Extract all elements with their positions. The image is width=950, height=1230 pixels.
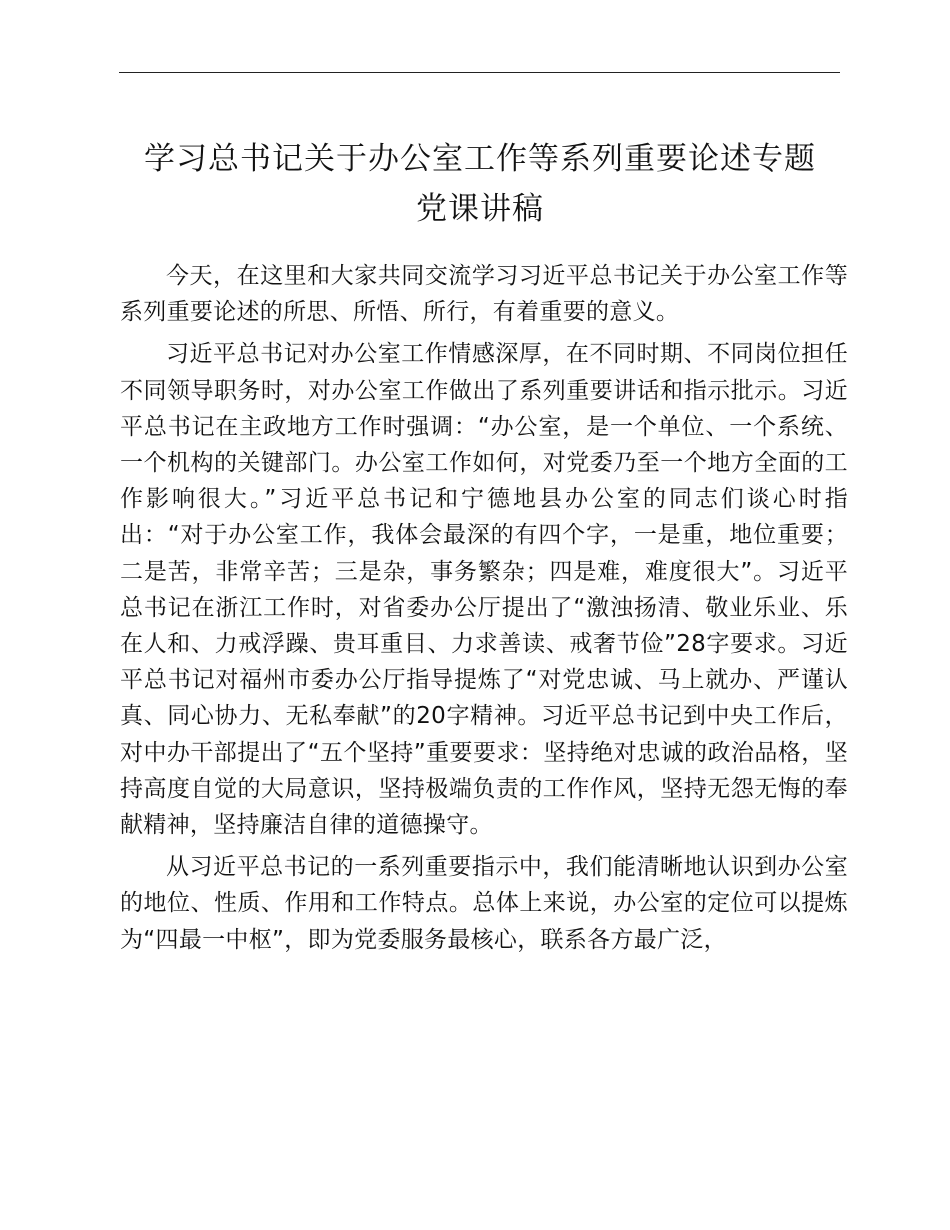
document-title [100, 134, 860, 234]
paragraph-1: 今天，在这里和大家共同交流学习习近平总书记关于办公室工作等系列重要论述的所思、所悟、所行，有着重要的意义。 [120, 263, 848, 326]
header-rule [119, 72, 840, 73]
document-body [120, 258, 848, 964]
title-line-2: 党课讲稿 [416, 191, 544, 227]
paragraph-2: 习近平总书记对办公室工作情感深厚，在不同时期、不同岗位担任不同领导职务时，对办公室工作做出了系列重要讲话和指示批示。习近平总书记在主政地方工作时强调：“办公室，是一个单位、一个系统、一个机构的关键部门。办公室工作如何，对党委乃至一个地方全面的工作影响很大。”习近平总书记和宁德地县办公室的同志们谈心时指出：“对于办公室工作，我体会最深的有四个字，一是重，地位重要；二是苦，非常辛苦；三是杂，事务繁杂；四是难，难度很大”。习近平总书记在浙江工作时，对省委办公厅提出了“激浊扬清、敬业乐业、乐在人和、力戒浮躁、贵耳重目、力求善读、戒奢节俭”28字要求。习近平总书记对福州市委办公厅指导提炼了“对党忠诚、马上就办、严谨认真、同心协力、无私奉献”的20字精神。习近平总书记到中央工作后，对中办干部提出了“五个坚持”重要要求：坚持绝对忠诚的政治品格，坚持高度自觉的大局意识，坚持极端负责的工作作风，坚持无怨无悔的奉献精神，坚持廉洁自律的道德操守。 [120, 341, 848, 839]
title-line-1: 学习总书记关于办公室工作等系列重要论述专题 [144, 141, 816, 177]
paragraph-3: 从习近平总书记的一系列重要指示中，我们能清晰地认识到办公室的地位、性质、作用和工作特点。总体上来说，办公室的定位可以提炼为“四最一中枢”，即为党委服务最核心，联系各方最广泛， [120, 854, 848, 953]
